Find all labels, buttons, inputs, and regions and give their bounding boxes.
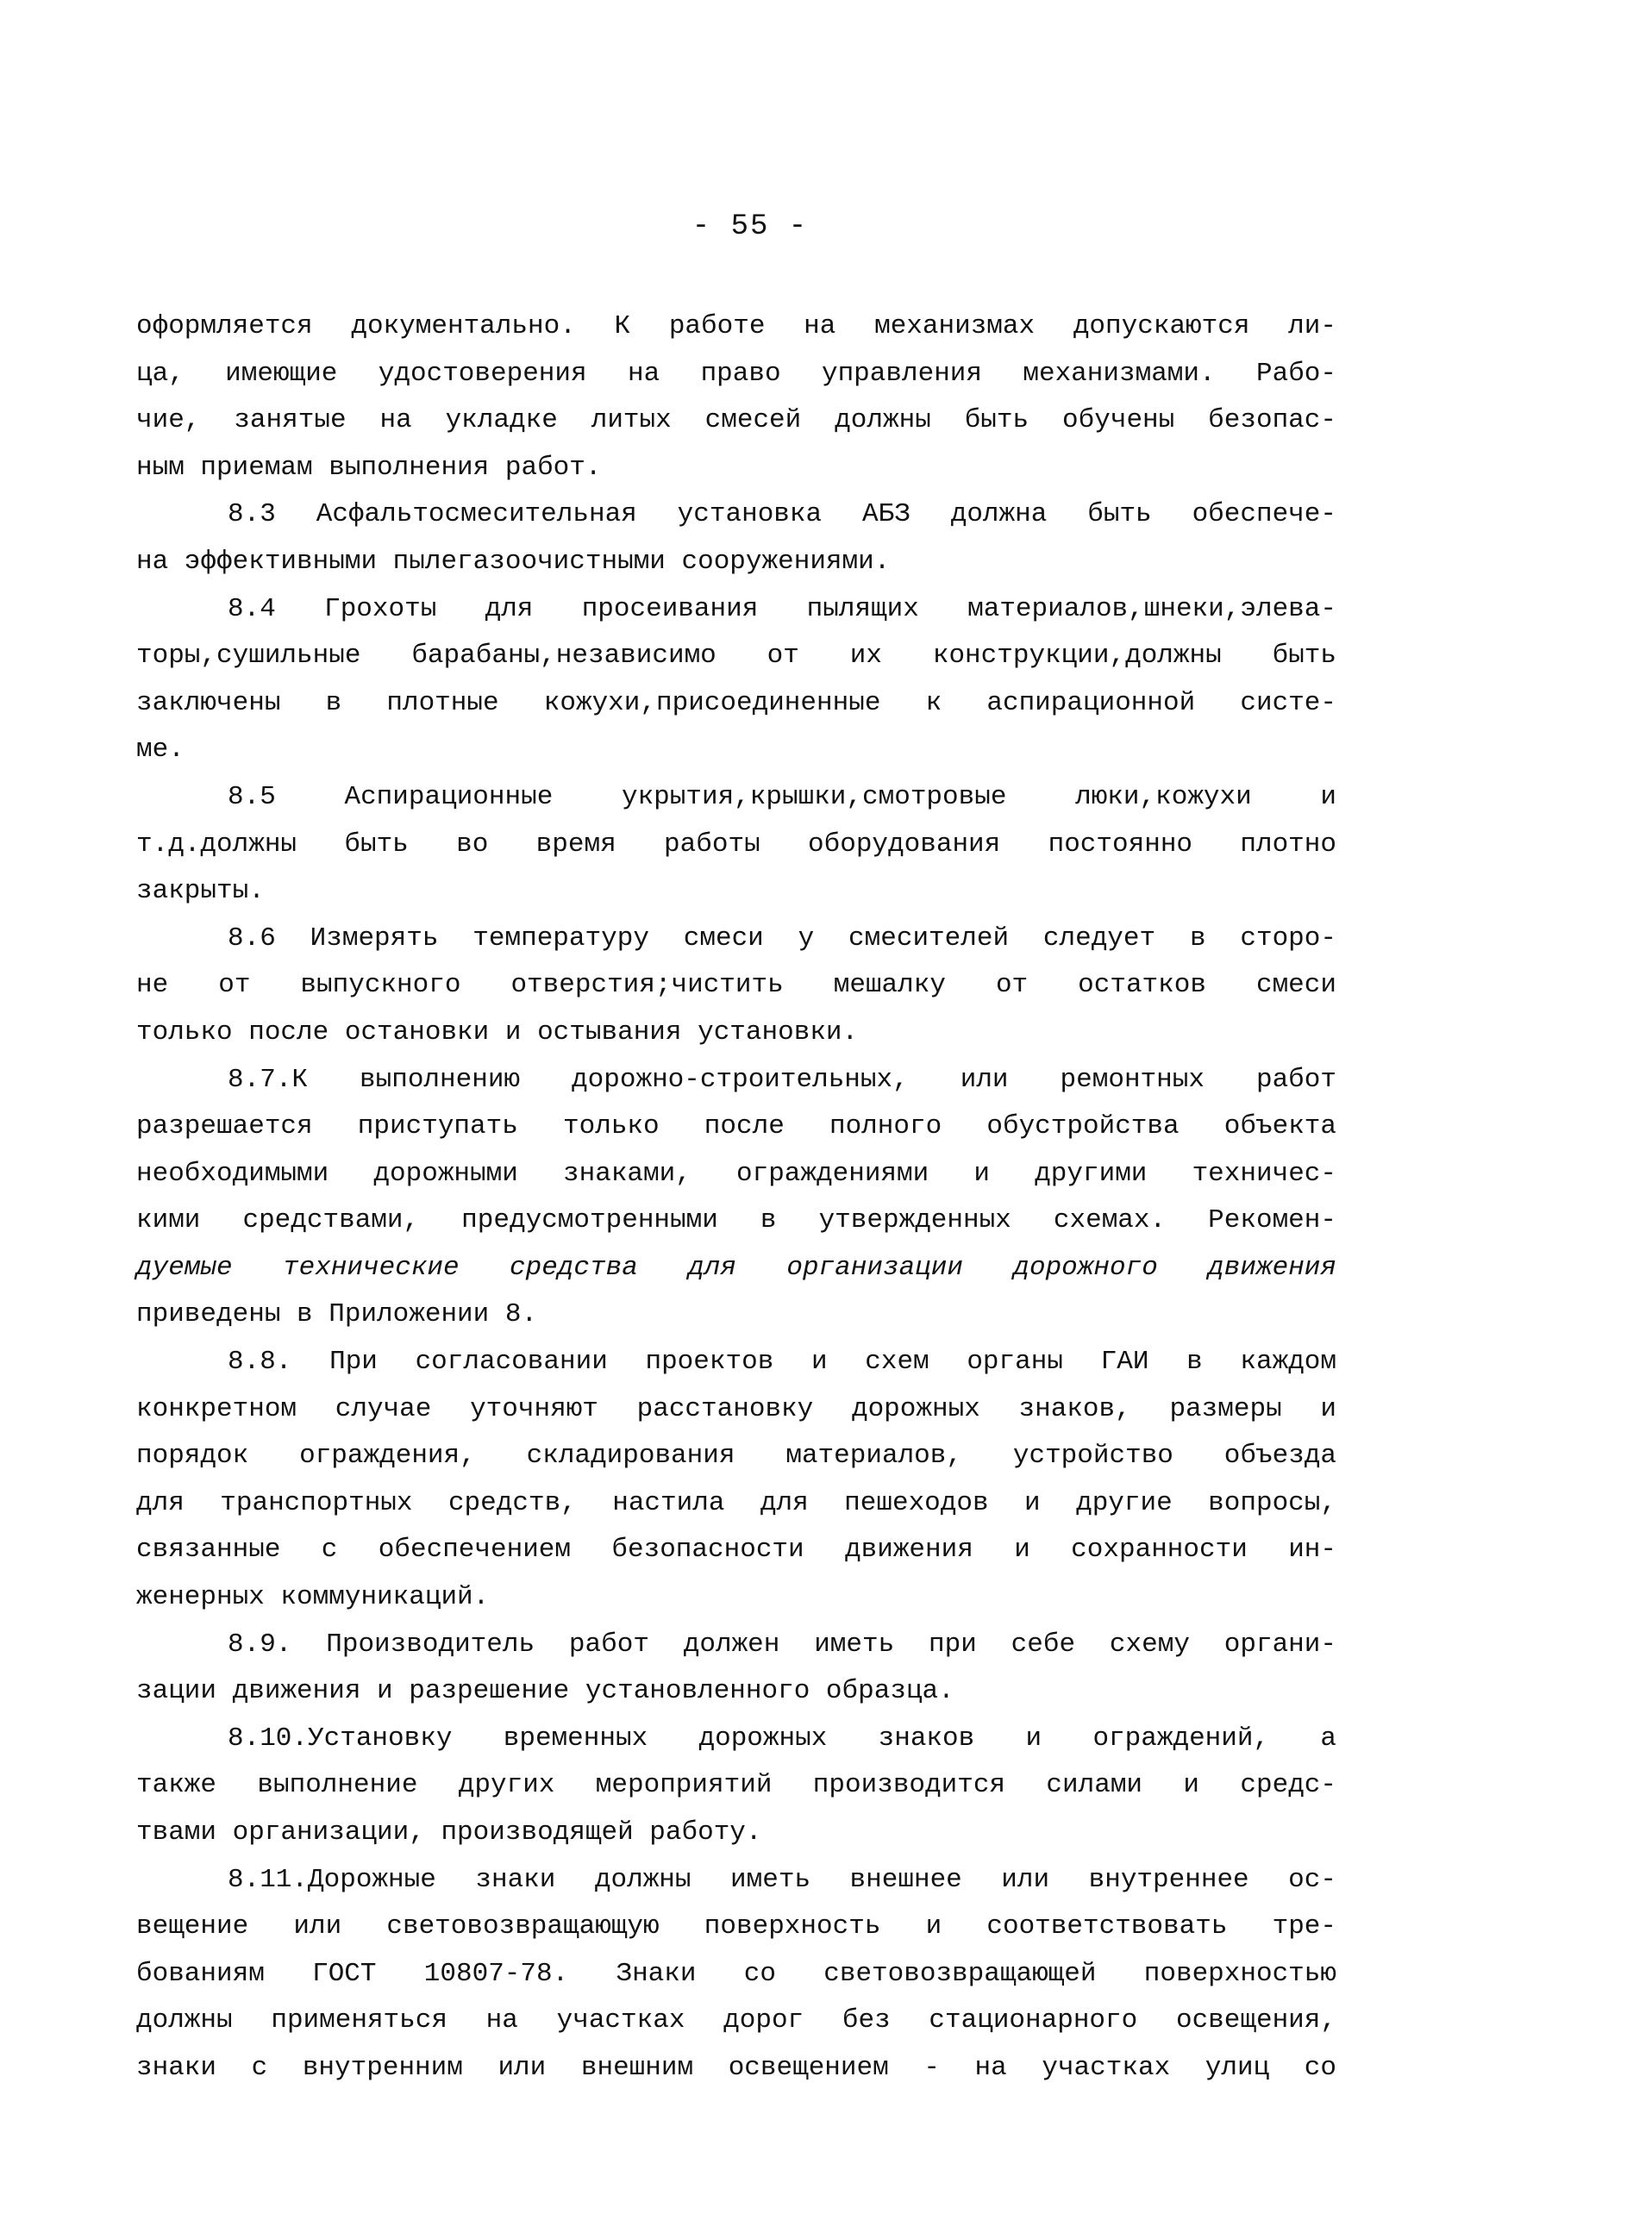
text-line: 8.4 Грохоты для просеивания пылящих материалов,шнеки,элева- [228,593,1336,624]
text-line: должны применяться на участках дорог без стационарного освещения, [136,2005,1336,2036]
text-line: зации движения и разрешение установленного образца. [136,1676,954,1707]
text-line: заключены в плотные кожухи,присоединенные к аспирационной систе- [136,687,1336,718]
text-line: 8.9. Производитель работ должен иметь при себе схему органи- [228,1629,1336,1660]
text-line: конкретном случае уточняют расстановку дорожных знаков, размеры и [136,1393,1336,1424]
text-line: ме. [136,735,185,766]
text-line: ца, имеющие удостоверения на право управления механизмами. Рабо- [136,358,1336,389]
text-line: не от выпускного отверстия;чистить мешалку от остатков смеси [136,970,1336,1001]
text-line: женерных коммуникаций. [136,1582,490,1613]
text-line: ным приемам выполнения работ. [136,452,602,483]
text-line: 8.11.Дорожные знаки должны иметь внешнее или внутреннее ос- [228,1864,1336,1895]
text-line: разрешается приступать только после полного обустройства объекта [136,1111,1336,1142]
text-line: кими средствами, предусмотренными в утвержденных схемах. Рекомен- [136,1205,1336,1236]
text-line: на эффективными пылегазоочистными сооружениями. [136,546,891,577]
body-text [136,303,1336,2092]
text-line: 8.5 Аспирационные укрытия,крышки,смотровые люки,кожухи и [228,781,1336,812]
text-line: необходимыми дорожными знаками, ограждениями и другими техничес- [136,1158,1336,1189]
text-line: также выполнение других мероприятий производится силами и средс- [136,1770,1336,1801]
text-line: чие, занятые на укладке литых смесей должны быть обучены безопас- [136,405,1336,436]
text-line: связанные с обеспечением безопасности движения и сохранности ин- [136,1535,1336,1566]
text-line: закрыты. [136,876,265,907]
text-line: 8.8. При согласовании проектов и схем органы ГАИ в каждом [228,1347,1336,1378]
text-line: 8.3 Асфальтосмесительная установка АБЗ должна быть обеспече- [228,499,1336,530]
text-line: знаки с внутренним или внешним освещением - на участках улиц со [136,2052,1336,2083]
text-line: приведены в Приложении 8. [136,1299,538,1330]
text-line: твами организации, производящей работу. [136,1817,762,1848]
text-line: для транспортных средств, настила для пешеходов и другие вопросы, [136,1487,1336,1518]
text-line: оформляется документально. К работе на механизмах допускаются ли- [136,311,1336,341]
text-line: порядок ограждения, складирования материалов, устройство объезда [136,1441,1336,1472]
text-line: т.д.должны быть во время работы оборудования постоянно плотно [136,829,1336,860]
text-line: бованиям ГОСТ 10807-78. Знаки со световозвращающей поверхностью [136,1958,1336,1989]
text-line: дуемые технические средства для организации дорожного движения [136,1252,1336,1283]
text-line: 8.6 Измерять температуру смеси у смесителей следует в сторо- [228,922,1336,954]
text-line: 8.10.Установку временных дорожных знаков и ограждений, а [228,1723,1336,1754]
text-line: только после остановки и остывания установки. [136,1016,859,1048]
text-line: 8.7.К выполнению дорожно-строительных, или ремонтных работ [228,1064,1336,1095]
page-number: - 55 - [691,210,809,243]
text-line: вещение или световозвращающую поверхность и соответствовать тре- [136,1911,1336,1942]
text-line: торы,сушильные барабаны,независимо от их конструкции,должны быть [136,641,1336,672]
